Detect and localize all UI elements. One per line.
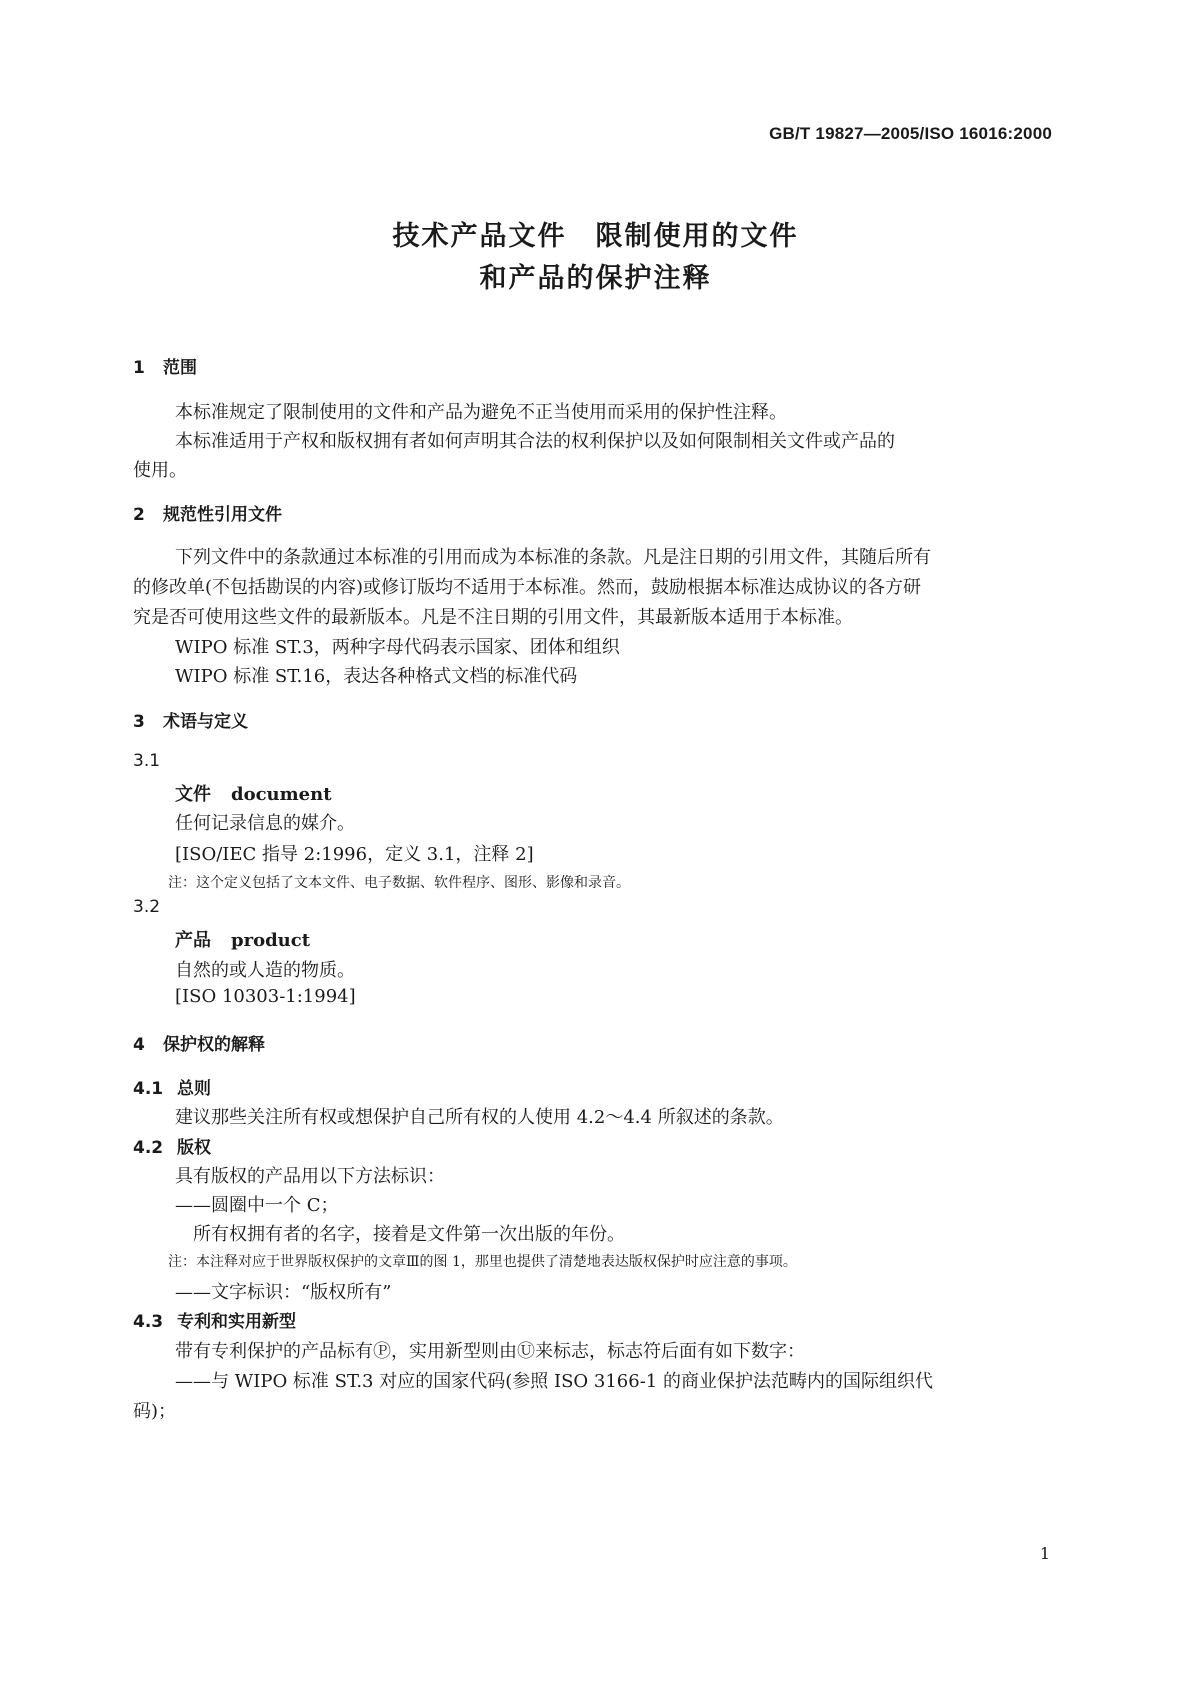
section-number: 4 — [133, 1035, 145, 1055]
list-item-continuation: 码)； — [133, 1401, 177, 1422]
section-4-heading — [133, 1030, 265, 1055]
paragraph: 建议那些关注所有权或想保护自己所有权的人使用 4.2～4.4 所叙述的条款。 — [175, 1107, 784, 1128]
term-3-1 — [175, 780, 332, 806]
paragraph-continuation: 的修改单(不包括勘误的内容)或修订版均不适用于本标准。然而，鼓励根据本标准达成协议的各方研 — [133, 577, 922, 598]
section-2-heading — [133, 500, 282, 525]
subsection-number: 4.1 — [133, 1079, 164, 1099]
term-definition: 自然的或人造的物质。 — [175, 960, 355, 981]
paragraph-continuation: 究是否可使用这些文件的最新版本。凡是不注日期的引用文件，其最新版本适用于本标准。 — [133, 607, 853, 628]
subsection-number: 4.3 — [133, 1312, 164, 1332]
section-1-heading — [133, 353, 197, 378]
normative-reference: WIPO 标准 ST.3，两种字母代码表示国家、团体和组织 — [175, 637, 620, 658]
section-number: 3 — [133, 712, 145, 732]
term-3-2 — [175, 926, 310, 952]
term-english: product — [231, 930, 311, 951]
paragraph: 本标准适用于产权和版权拥有者如何声明其合法的权利保护以及如何限制相关文件或产品的 — [175, 431, 895, 452]
section-title: 术语与定义 — [163, 712, 248, 732]
paragraph: 带有专利保护的产品标有Ⓟ，实用新型则由Ⓤ来标志，标志符后面有如下数字： — [175, 1341, 805, 1362]
standard-code: GB/T 19827—2005/ISO 16016:2000 — [769, 124, 1052, 143]
note: 注：本注释对应于世界版权保护的文章Ⅲ的图 1，那里也提供了清楚地表达版权保护时应注意的事项。 — [168, 1254, 797, 1270]
paragraph-continuation: 使用。 — [133, 460, 187, 481]
page-number: 1 — [1039, 1544, 1050, 1563]
term-chinese: 文件 — [175, 784, 211, 805]
paragraph: 下列文件中的条款通过本标准的引用而成为本标准的条款。凡是注日期的引用文件，其随后所有 — [175, 547, 931, 568]
note: 注：这个定义包括了文本文件、电子数据、软件程序、图形、影像和录音。 — [168, 875, 630, 891]
term-3-2-number: 3.2 — [133, 897, 161, 917]
term-source: [ISO/IEC 指导 2:1996，定义 3.1，注释 2] — [175, 844, 534, 865]
list-item: ——文字标识：“版权所有” — [175, 1282, 392, 1303]
paragraph: 具有版权的产品用以下方法标识： — [175, 1166, 445, 1187]
term-3-1-number: 3.1 — [133, 751, 161, 771]
paragraph: 本标准规定了限制使用的文件和产品为避免不正当使用而采用的保护性注释。 — [175, 402, 787, 423]
subsection-4-2-heading — [133, 1133, 211, 1158]
section-3-heading — [133, 707, 248, 732]
section-number: 2 — [133, 505, 145, 525]
subsection-title: 版权 — [177, 1138, 211, 1158]
subsection-title: 总则 — [177, 1079, 211, 1099]
list-item: ——圆圈中一个 C； — [175, 1195, 339, 1216]
subsection-4-1-heading — [133, 1074, 211, 1099]
list-item: ——与 WIPO 标准 ST.3 对应的国家代码(参照 ISO 3166-1 的商业保护法范畴内的国际组织代 — [175, 1371, 933, 1392]
normative-reference: WIPO 标准 ST.16，表达各种格式文档的标准代码 — [175, 666, 578, 687]
subsection-4-3-heading — [133, 1307, 296, 1332]
subsection-title: 专利和实用新型 — [177, 1312, 296, 1332]
section-title: 规范性引用文件 — [163, 505, 282, 525]
section-title: 保护权的解释 — [163, 1035, 265, 1055]
term-chinese: 产品 — [175, 930, 211, 951]
term-english: document — [231, 784, 332, 805]
document-title-line-1: 技术产品文件 限制使用的文件 — [392, 221, 799, 252]
section-title: 范围 — [163, 358, 197, 378]
list-item: 所有权拥有者的名字，接着是文件第一次出版的年份。 — [175, 1224, 625, 1245]
document-title-line-2: 和产品的保护注释 — [479, 263, 712, 294]
term-source: [ISO 10303-1:1994] — [175, 986, 356, 1007]
section-number: 1 — [133, 358, 145, 378]
subsection-number: 4.2 — [133, 1138, 164, 1158]
term-definition: 任何记录信息的媒介。 — [175, 813, 355, 834]
